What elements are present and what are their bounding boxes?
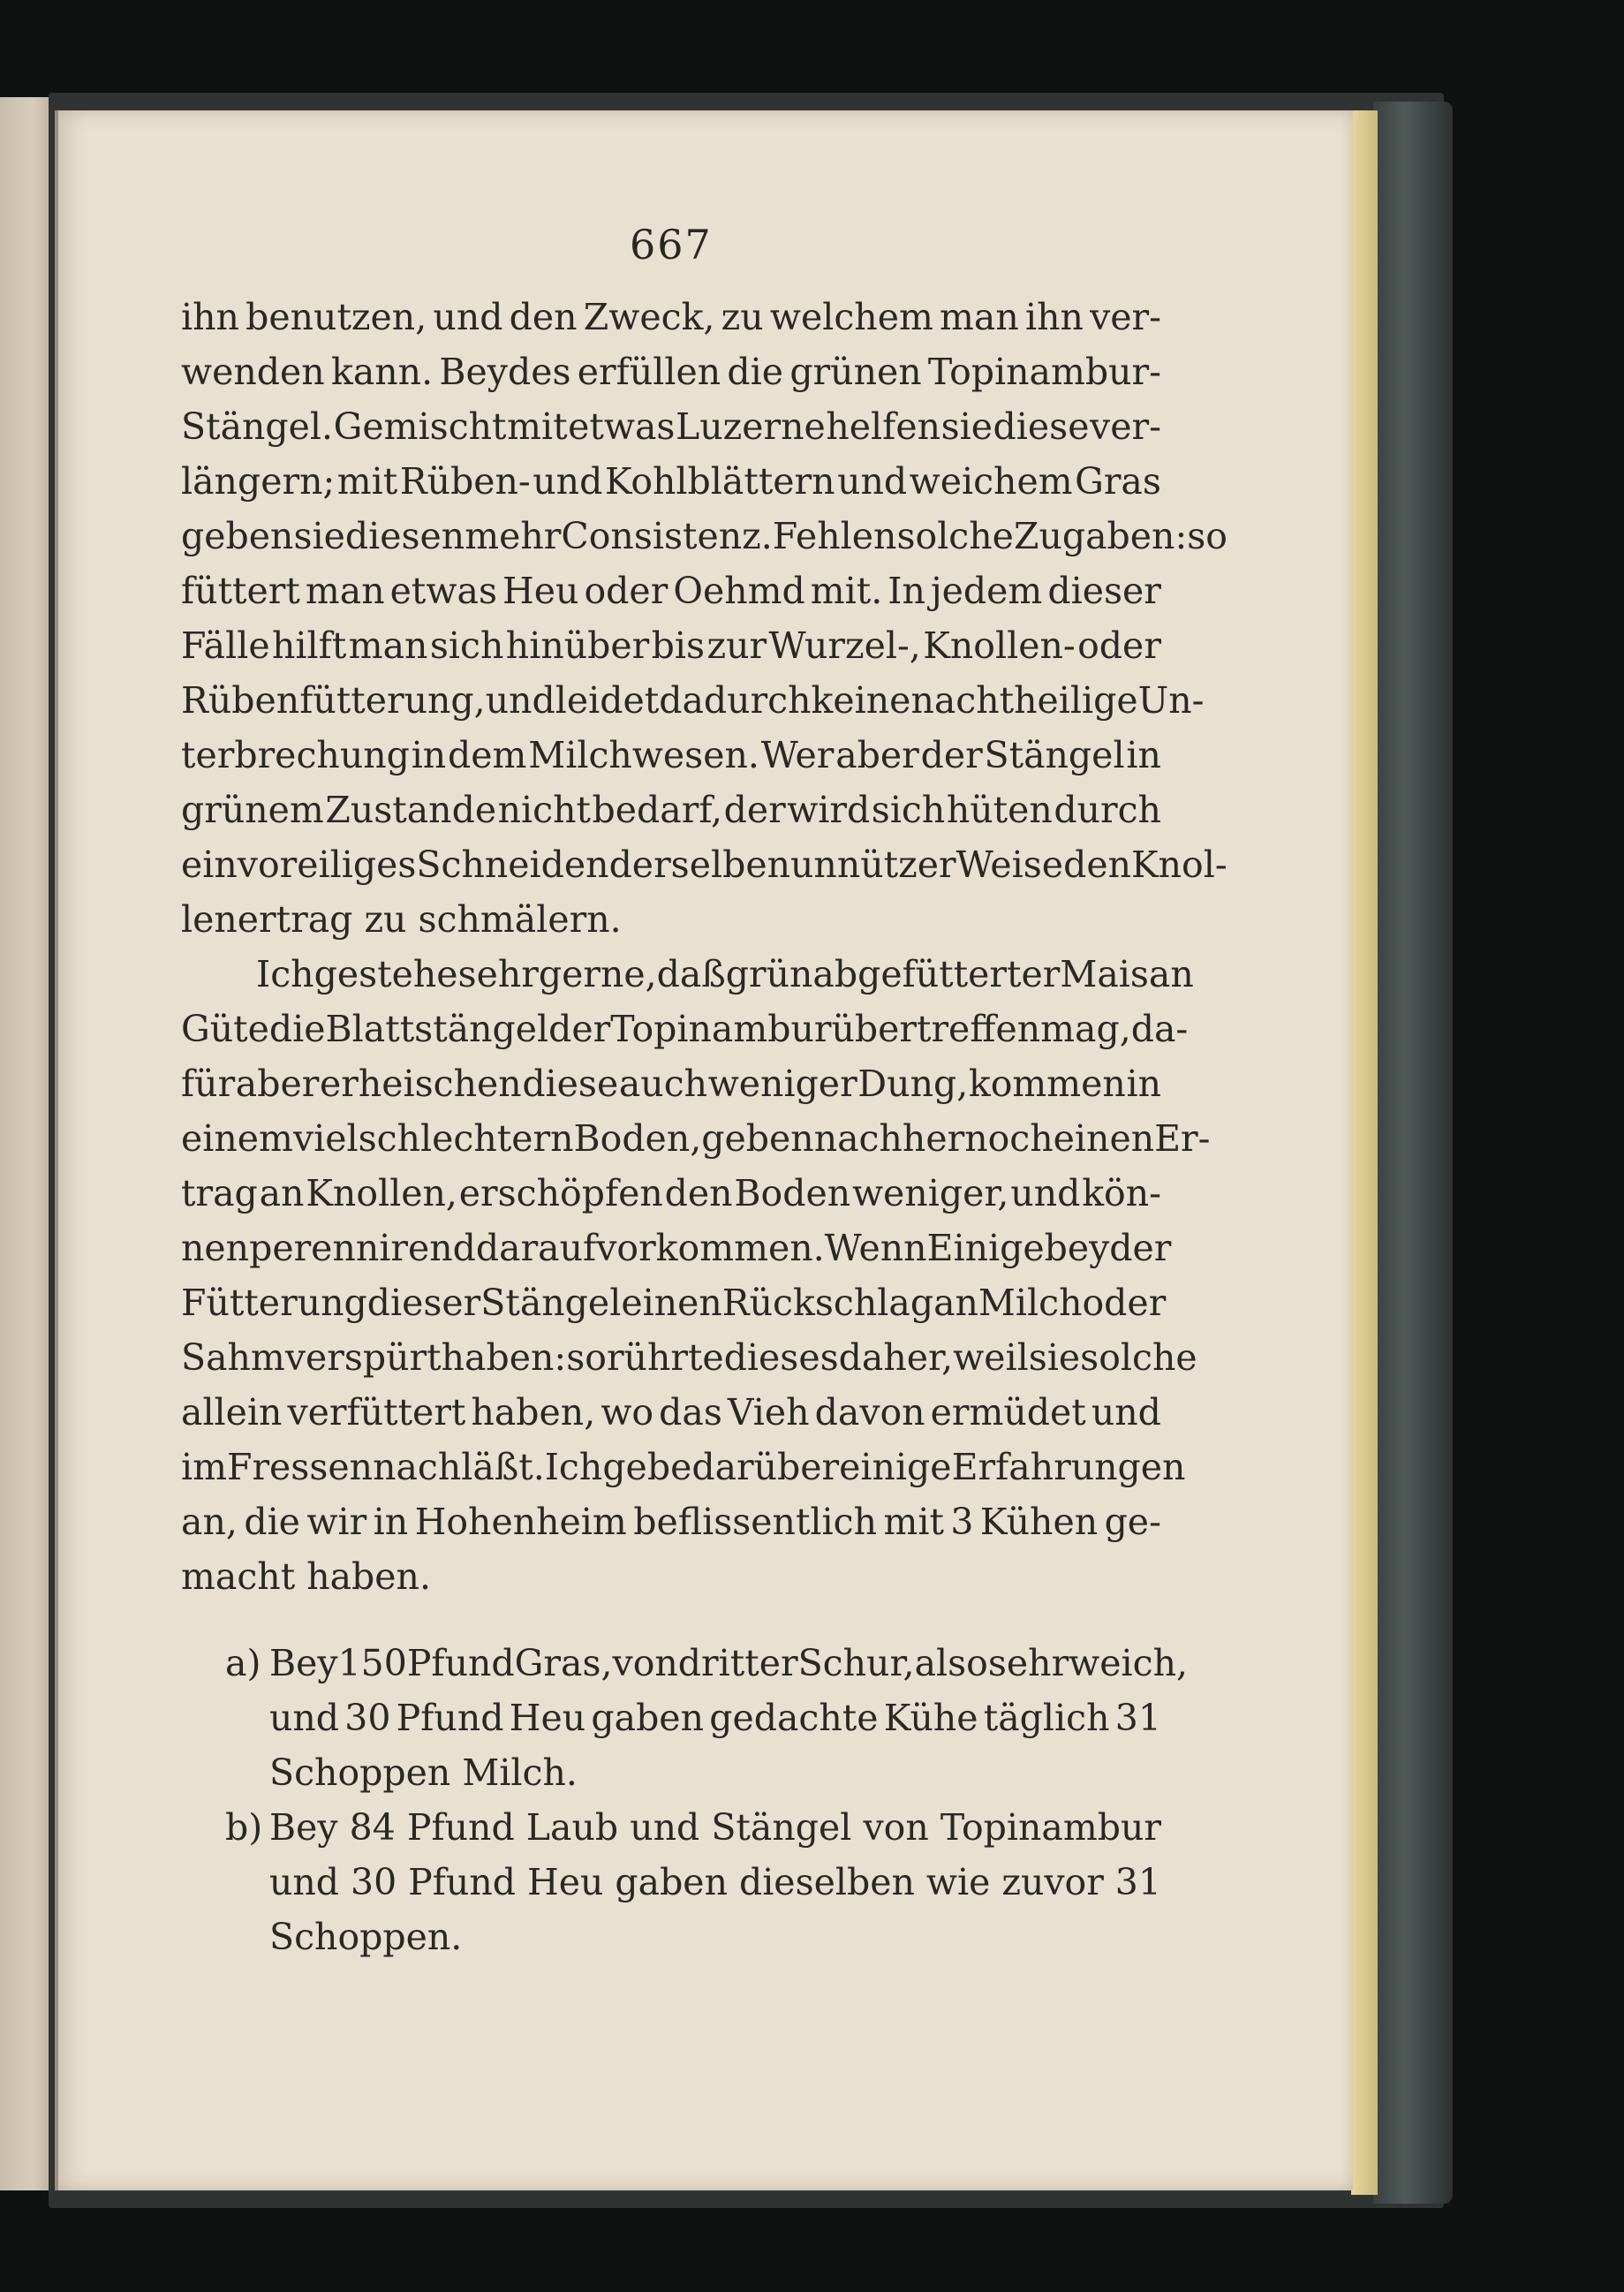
text-line: Bey 84 Pfund Laub und Stängel von Topinambur (269, 1806, 1161, 1849)
text-line: für aber erheischen diese auch weniger Dung, kommen in (181, 1063, 1161, 1105)
measurement-list (181, 1636, 1189, 1964)
text-line: Stängel. Gemischt mit etwas Luzerne helfen sie diese ver- (181, 405, 1161, 448)
list-item-b (181, 1800, 1161, 1964)
text-line: Schoppen. (269, 1916, 463, 1958)
text-line: allein verfüttert haben, wo das Vieh davon ermüdet und (181, 1391, 1161, 1433)
paragraph-2 (181, 947, 1211, 1604)
text-line: terbrechung in dem Milchwesen. Wer aber der Stängel in (181, 734, 1161, 776)
paragraph-1 (181, 290, 1227, 947)
text-line: Schoppen Milch. (269, 1751, 578, 1794)
text-line: einem viel schlechtern Boden, geben nachher noch einen Er- (181, 1117, 1211, 1160)
text-line: trag an Knollen, erschöpfen den Boden weniger, und kön- (181, 1172, 1161, 1214)
text-line: geben sie diesen mehr Consistenz. Fehlen solche Zugaben: so (181, 515, 1227, 557)
cover-spine-edge (1373, 102, 1453, 2204)
text-line: macht haben. (181, 1555, 431, 1598)
text-line: Ich gestehe sehr gerne, daß grünabgefütterter Mais an (256, 953, 1194, 995)
text-line: Rübenfütterung, und leidet dadurch keine nachtheilige Un- (181, 679, 1205, 722)
text-line: an, die wir in Hohenheim beflissentlich mit 3 Kühen ge- (181, 1501, 1161, 1543)
page-number: 667 (630, 221, 713, 269)
body-text (181, 290, 1227, 1604)
left-page-edge (0, 97, 55, 2190)
text-line: und 30 Pfund Heu gaben gedachte Kühe täglich 31 (269, 1697, 1161, 1739)
text-line: füttert man etwas Heu oder Oehmd mit. In jedem dieser (181, 570, 1161, 612)
text-line: lenertrag zu schmälern. (181, 898, 622, 941)
list-item-a (181, 1636, 1189, 1800)
text-line: nen perennirend darauf vorkommen. Wenn Einige bey der (181, 1227, 1172, 1269)
text-line: und 30 Pfund Heu gaben dieselben wie zuvor 31 (269, 1861, 1161, 1903)
text-line: grünem Zustande nicht bedarf, der wird sich hüten durch (181, 789, 1161, 831)
text-line: wenden kann. Beydes erfüllen die grünen Topinambur- (181, 351, 1161, 393)
text-line: Fütterung dieser Stängel einen Rückschlag an Milch oder (181, 1282, 1167, 1324)
text-line: im Fressen nachläßt. Ich gebe darüber einige Erfahrungen (181, 1446, 1186, 1488)
list-item-label: b) (225, 1806, 263, 1849)
list-item-label: a) (225, 1642, 261, 1684)
text-line: längern; mit Rüben- und Kohlblättern und weichem Gras (181, 460, 1161, 503)
text-line: Fälle hilft man sich hinüber bis zur Wurzel-, Knollen- oder (181, 624, 1161, 667)
text-line: Bey 150 Pfund Gras, von dritter Schur, also sehr weich, (269, 1642, 1189, 1684)
text-line: Güte die Blattstängel der Topinambur übertreffen mag, da- (181, 1008, 1189, 1050)
page-gutter (55, 110, 58, 2190)
text-line: ihn benutzen, und den Zweck, zu welchem man ihn ver- (181, 296, 1161, 338)
text-line: Sahm verspürt haben: so rührte dieses daher, weil sie solche (181, 1336, 1197, 1379)
page-edges (1351, 110, 1378, 2195)
text-line: ein voreiliges Schneiden derselben unnützer Weise den Knol- (181, 843, 1227, 886)
